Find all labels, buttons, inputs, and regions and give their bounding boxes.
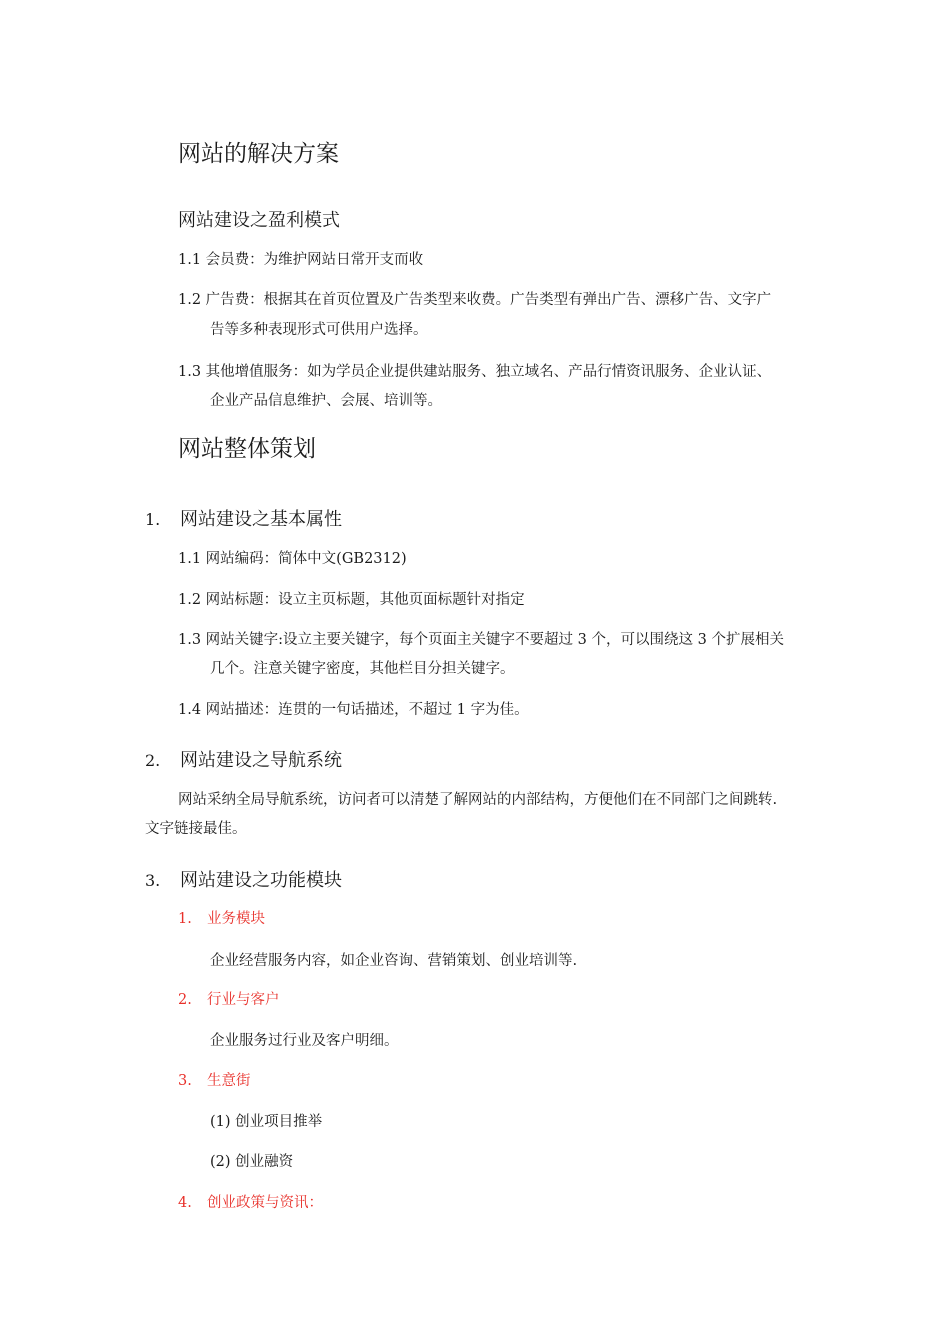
section-2-title: 网站建设之导航系统 — [180, 750, 342, 771]
profit-item-2-cont: 告等多种表现形式可供用户选择。 — [210, 322, 428, 338]
attr-item-description: 1.4 网站描述：连贯的一句话描述，不超过 1 字为佳。 — [178, 702, 529, 718]
module-3-title: 生意街 — [207, 1073, 251, 1089]
section-1-number: 1. — [145, 510, 161, 529]
section-1-title: 网站建设之基本属性 — [180, 509, 342, 530]
attr-item-title: 1.2 网站标题：设立主页标题，其他页面标题针对指定 — [178, 592, 525, 608]
module-3-sub-1: (1) 创业项目推举 — [210, 1114, 323, 1130]
profit-item-3-cont: 企业产品信息维护、会展、培训等。 — [210, 393, 442, 409]
attr-item-keywords-cont: 几个。注意关键字密度，其他栏目分担关键字。 — [210, 661, 515, 677]
module-2-title: 行业与客户 — [207, 992, 280, 1008]
module-3-sub-2: (2) 创业融资 — [210, 1154, 294, 1170]
heading-solution: 网站的解决方案 — [178, 141, 339, 167]
module-4-number: 4. — [178, 1195, 192, 1211]
module-1-number: 1. — [178, 911, 192, 927]
module-2-desc: 企业服务过行业及客户明细。 — [210, 1033, 399, 1049]
profit-item-3: 1.3 其他增值服务：如为学员企业提供建站服务、独立域名、产品行情资讯服务、企业认证、 — [178, 364, 772, 380]
nav-paragraph-cont: 文字链接最佳。 — [145, 821, 247, 837]
subheading-profit-model: 网站建设之盈利模式 — [178, 210, 340, 231]
profit-item-2: 1.2 广告费：根据其在首页位置及广告类型来收费。广告类型有弹出广告、漂移广告、文字广 — [178, 292, 772, 308]
attr-item-encoding: 1.1 网站编码：简体中文(GB2312) — [178, 551, 407, 567]
nav-paragraph: 网站采纳全局导航系统，访问者可以清楚了解网站的内部结构，方便他们在不同部门之间跳转. — [178, 792, 778, 808]
module-3-number: 3. — [178, 1073, 192, 1089]
module-2-number: 2. — [178, 992, 192, 1008]
module-4-title: 创业政策与资讯： — [207, 1195, 323, 1211]
section-3-title: 网站建设之功能模块 — [180, 870, 342, 891]
module-1-title: 业务模块 — [207, 911, 265, 927]
module-1-desc: 企业经营服务内容，如企业咨询、营销策划、创业培训等. — [210, 953, 578, 969]
section-3-number: 3. — [145, 871, 161, 890]
profit-item-1: 1.1 会员费：为维护网站日常开支而收 — [178, 252, 424, 268]
section-2-number: 2. — [145, 751, 161, 770]
attr-item-keywords: 1.3 网站关键字:设立主要关键字，每个页面主关键字不要超过 3 个，可以围绕这 3 个扩展相关 — [178, 632, 784, 648]
heading-overall-planning: 网站整体策划 — [178, 436, 316, 462]
